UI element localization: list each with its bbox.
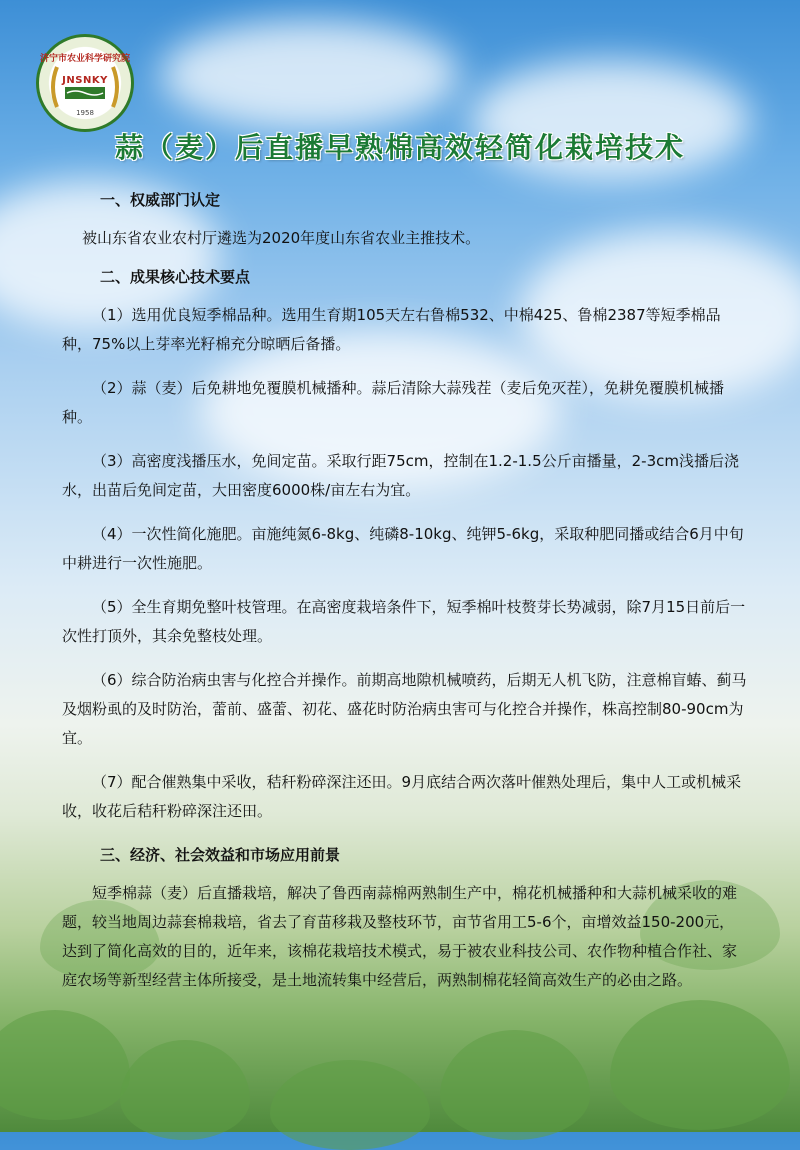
section-paragraph: （5）全生育期免整叶枝管理。在高密度栽培条件下，短季棉叶枝赘芽长势减弱，除7月15日前后一次性打顶外，其余免整枝处理。 [62,598,746,645]
page-title: 蒜（麦）后直播早熟棉高效轻简化栽培技术 [114,131,685,164]
section-paragraph: （1）选用优良短季棉品种。选用生育期105天左右鲁棉532、中棉425、鲁棉2387等短季棉品种，75%以上芽率光籽棉充分晾晒后备播。 [62,306,721,353]
institute-logo [36,34,134,132]
cotton-leaf [610,1000,790,1130]
logo-abbreviation: JNSNKY [62,75,108,86]
section-paragraph: 被山东省农业农村厅遴选为2020年度山东省农业主推技术。 [82,229,481,247]
section-paragraph: （2）蒜（麦）后免耕地免覆膜机械播种。蒜后清除大蒜残茬（麦后免灭茬），免耕免覆膜机械播种。 [62,379,725,426]
section-paragraph: 短季棉蒜（麦）后直播栽培，解决了鲁西南蒜棉两熟制生产中，棉花机械播种和大蒜机械采收的难题，较当地周边蒜套棉栽培，省去了育苗移栽及整枝环节，亩节省用工5-6个，亩增效益150-200元，达到了简化高效的目的，近年来，该棉花栽培技术模式，易于被农业科技公司、农作物种植合作社、家庭农场等新型经营主体所接受，是土地流转集中经营后，两熟制棉花轻简高效生产的必由之路。 [62,884,738,989]
cotton-leaf [0,1010,130,1120]
section-heading: 一、权威部门认定 [100,191,221,209]
section-paragraph: （3）高密度浅播压水，免间定苗。采取行距75cm，控制在1.2-1.5公斤亩播量，2-3cm浅播后浇水，出苗后免间定苗，大田密度6000株/亩左右为宜。 [62,452,739,499]
logo-founding-year: 1958 [76,109,94,117]
cotton-leaf [270,1060,430,1150]
section-heading: 二、成果核心技术要点 [100,268,251,286]
section-heading: 三、经济、社会效益和市场应用前景 [100,846,341,864]
cotton-leaf [120,1040,250,1140]
section-paragraph: （4）一次性简化施肥。亩施纯氮6-8kg、纯磷8-10kg、纯钾5-6kg，采取种肥同播或结合6月中旬中耕进行一次性施肥。 [62,525,744,572]
document-body [62,186,748,995]
logo-institute-name: 济宁市农业科学研究院 [39,54,130,64]
sky-cloud [160,20,460,130]
section-paragraph: （7）配合催熟集中采收，秸秆粉碎深注还田。9月底结合两次落叶催熟处理后，集中人工或机械采收，收花后秸秆粉碎深注还田。 [62,773,742,820]
section-paragraph: （6）综合防治病虫害与化控合并操作。前期高地隙机械喷药，后期无人机飞防，注意棉盲蝽、蓟马及烟粉虱的及时防治，蕾前、盛蕾、初花、盛花时防治病虫害可与化控合并操作，株高控制80-90cm为宜。 [62,671,747,747]
cotton-leaf [440,1030,590,1140]
